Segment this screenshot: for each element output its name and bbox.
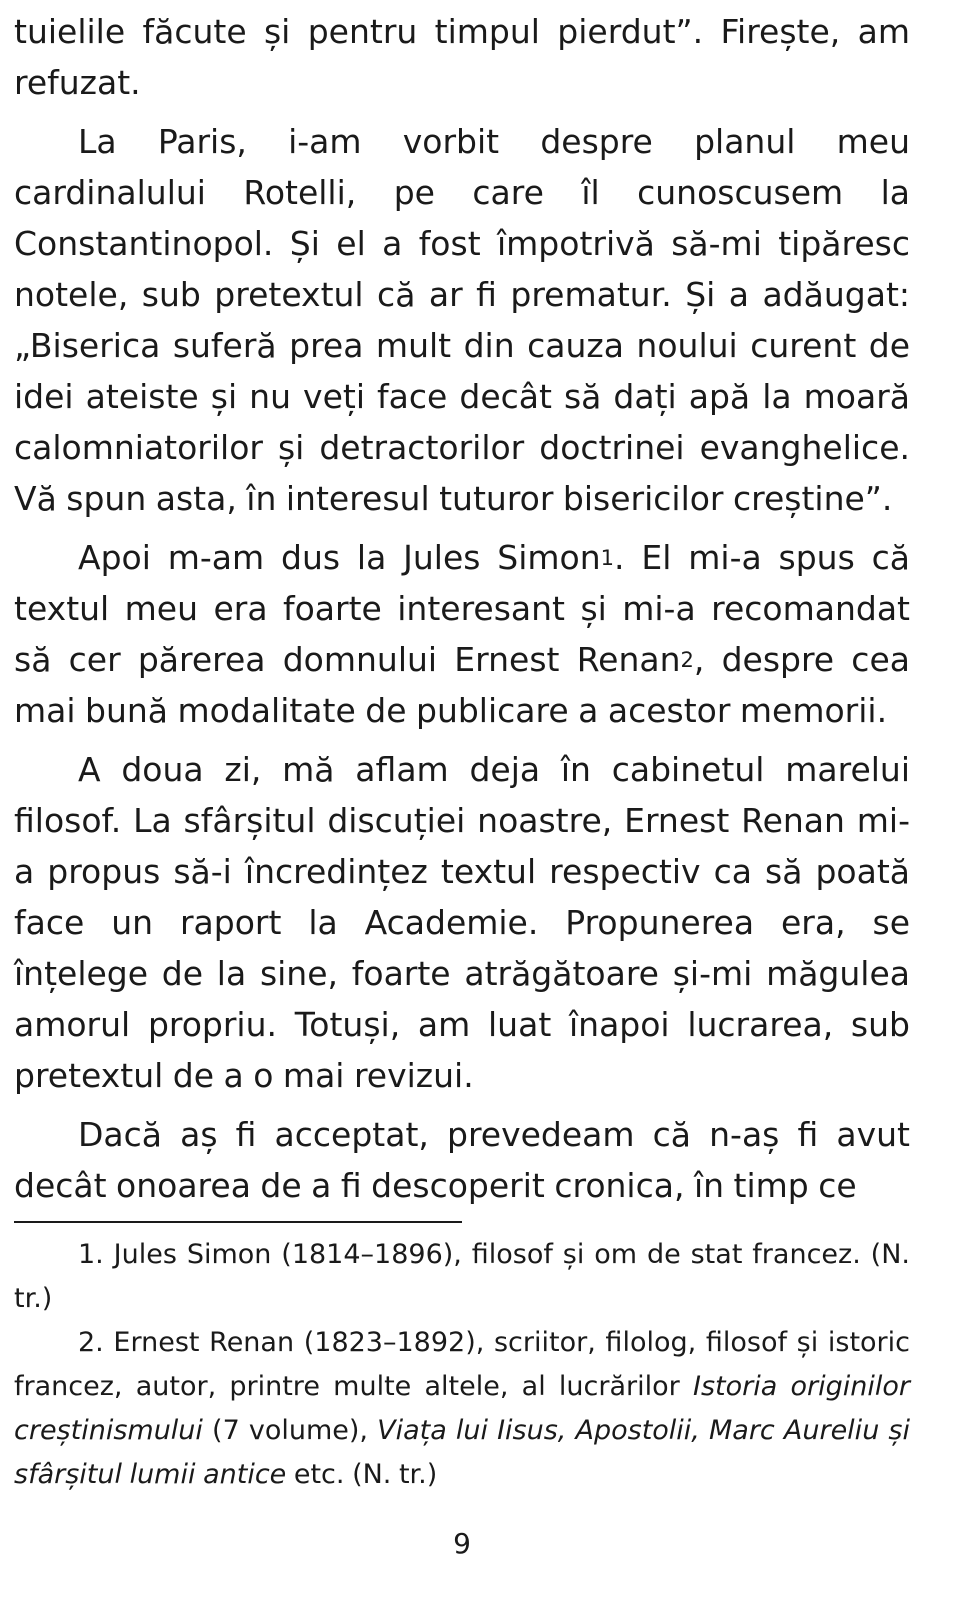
footnote-divider — [14, 1221, 462, 1223]
paragraph-3-text-a: Apoi m-am dus la Jules Simon — [78, 538, 601, 577]
paragraph-2: La Paris, i-am vorbit despre planul meu cardinalului Rotelli, pe care îl cunoscusem la Constantinopol. Și el a fost împotrivă să-mi tipăresc notele, sub pretextul că ar fi prematur. Și a adăugat: „Biserica suferă prea mult din cauza noului curent de idei ateiste și nu veți face decât să dați apă la moară calomniatorilor și detractorilor doctrinei evanghelice. Vă spun asta, în interesul tuturor bisericilor creștine”. — [14, 122, 910, 518]
footnote-2 — [14, 1321, 910, 1497]
paragraph-3-text-b: . El mi-a spus că textul meu era foarte interesant și mi-a recomandat să cer părerea domnului Ernest Renan — [14, 538, 911, 679]
footnotes — [14, 1233, 910, 1497]
paragraph-3-text-c: , despre cea mai bună modalitate de publicare a acestor memorii. — [14, 640, 910, 730]
footnote-2-text-a: 2. Ernest Renan (1823–1892), scriitor, filolog, filosof și istoric francez, autor, printre multe altele, al lucrărilor — [14, 1327, 910, 1402]
footnote-2-title-2: Viața lui Iisus, Apostolii, Marc Aureliu și sfârșitul lumii antice — [14, 1415, 910, 1490]
paragraph-5: Dacă aș fi acceptat, prevedeam că n-aș fi avut decât onoarea de a fi descoperit cronica, în timp ce — [14, 1115, 910, 1205]
footnote-2-text-c: etc. (N. tr.) — [286, 1459, 438, 1490]
footnote-ref-2[interactable]: 2 — [680, 648, 694, 672]
paragraph-1: tuielile făcute și pentru timpul pierdut”. Firește, am refuzat. — [14, 12, 910, 102]
paragraph-4: A doua zi, mă aflam deja în cabinetul marelui filosof. La sfârșitul discuției noastre, Ernest Renan mi-a propus să-i încredințez textul respectiv ca să poată face un raport la Academie. Propunerea era, se înțelege de la sine, foarte atrăgătoare și-mi măgulea amorul propriu. Totuși, am luat înapoi lucrarea, sub pretextul de a o mai revizui. — [14, 750, 910, 1095]
book-page — [14, 6, 910, 1497]
footnote-2-text-b: (7 volume), — [202, 1415, 378, 1446]
paragraph-3 — [14, 532, 910, 736]
page-number: 9 — [453, 1527, 471, 1560]
main-text — [14, 6, 910, 1211]
footnote-ref-1[interactable]: 1 — [600, 546, 615, 570]
footnote-2-title-1: Istoria originilor creștinismului — [14, 1371, 910, 1446]
footnote-1: 1. Jules Simon (1814–1896), filosof și om de stat francez. (N. tr.) — [14, 1239, 910, 1314]
